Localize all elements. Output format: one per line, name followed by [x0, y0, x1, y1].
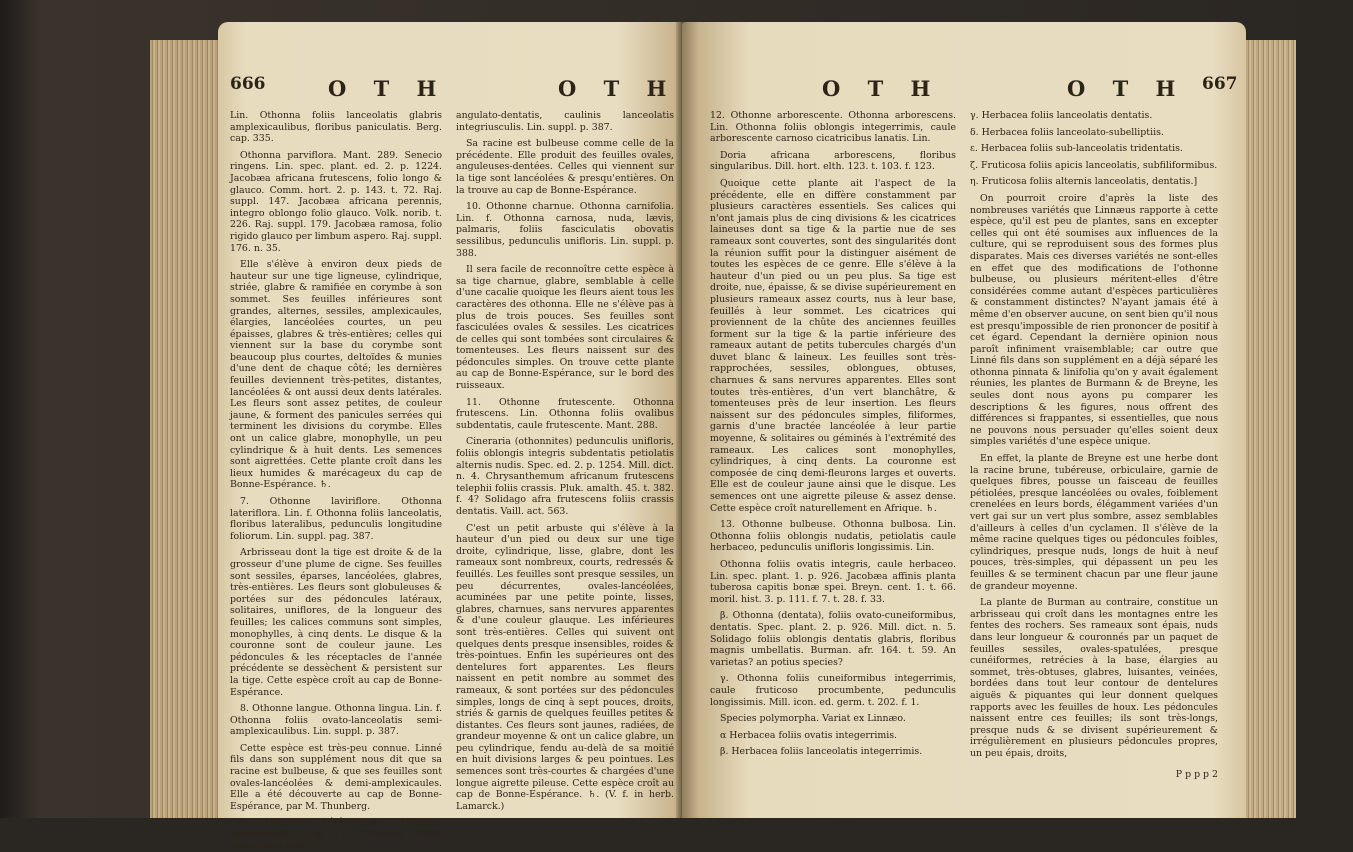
paragraph: 10. Othonne charnue. Othonna carnifolia. Lin. f. Othonna carnosa, nuda, lævis, palmaris, foliis fasciculatis obovatis sessilibus, pedunculis unifloris. Lin. suppl. p. 388.	[456, 201, 674, 259]
paragraph: ε. Herbacea foliis sub-lanceolatis tridentatis.	[970, 143, 1183, 155]
paragraph: Species polymorpha. Variat ex Linnæo.	[720, 713, 906, 725]
paragraph: Doria africana arborescens, floribus singularibus. Dill. hort. elth. 123. t. 103. f. 123.	[710, 149, 956, 173]
paragraph: C'est un petit arbuste qui s'élève à la hauteur d'un pied ou deux sur une tige droite, cylindrique, lisse, glabre, dont les rameaux sont nombreux, courts, redressés & feuillés. Les feuilles sont presque sessiles, un peu décurrentes, ovales-lancéolées, acuminées par une petite pointe, lisses, glabres, charnues, sans nervures apparentes & d'une couleur glauque. Les inférieures sont très-entières. Celles qui suivent ont quelques dents presque insensibles, roides & très-pointues. Enfin les supérieures ont des dentelures fort apparentes. Les fleurs naissent en petit nombre au sommet des rameaux, & sont portées sur des pédoncules simples, longs de cinq à sept pouces, droits, striés & garnis de quelques feuilles petites & distantes. Ces fleurs sont jaunes, radiées, de grandeur moyenne & ont un calice glabre, un peu cylindrique, fendu au-delà de sa moitié en huit divisions larges & peu pointues. Les semences sont très-courtes & chargées d'une longue aigrette pileuse. Cette espèce croît au cap de Bonne-Espérance. ♄. (V. f. in herb. Lamarck.)	[456, 522, 674, 812]
right-column-1	[710, 110, 956, 815]
paragraph: 11. Othonne frutescente. Othonna frutescens. Lin. Othonna foliis ovalibus subdentatis, caule frutescente. Mant. 288.	[456, 396, 674, 431]
paragraph: Othonna parviflora. Mant. 289. Senecio ringens. Lin. spec. plant. ed. 2. p. 1224. Jacobæa africana frutescens, folio longo & glauco. Comm. hort. 2. p. 143. t. 72. Raj. suppl. 147. Jacobæa africana perennis, integro oblongo folio glauco. Volk. norib. t. 226. Raj. suppl. 179. Jacobæa ramosa, folio rigido glauco per limbum aspero. Raj. suppl. 176. n. 35.	[230, 149, 442, 254]
paragraph: α Herbacea foliis ovatis integerrimis.	[720, 729, 898, 741]
paragraph: δ. Herbacea foliis lanceolato-subelliptiis.	[970, 126, 1164, 138]
right-col2-header: O T H	[1067, 76, 1186, 101]
paragraph: Lin. Othonna foliis lanceolatis glabris amplexicaulibus, floribus paniculatis. Berg. cap. 335.	[230, 110, 442, 145]
left-page-number: 666	[230, 74, 266, 94]
paragraph: Il sera facile de reconnoître cette espèce à sa tige charnue, glabre, semblable à celle d'une cacalie quoique les fleurs aient tous les caractères des othonna. Elle ne s'élève pas à plus de trois pouces. Ses feuilles sont fasciculées ovales & sessiles. Les cicatrices de celles qui sont tombées sont circulaires & tomenteuses. Les fleurs naissent sur des pédoncules simples. On trouve cette plante au cap de Bonne-Espérance, sur le bord des ruisseaux.	[456, 264, 674, 392]
right-column-2	[970, 110, 1218, 815]
paragraph: En effet, la plante de Breyne est une herbe dont la racine brune, tubéreuse, orbiculaire, garnie de quelques fibres, pousse un faisceau de feuilles pétiolées, presque lancéolées ou ovales, foiblement crenelées en leurs bords, élégamment variées d'un vert gai sur un vert plus sombre, assez semblables d'ailleurs à celles d'un cyclamen. Il s'élève de la même racine quelques tiges ou pédoncules foibles, cylindriques, presque nuds, longs de huit à neuf pouces, très-simples, qui dépassent un peu les feuilles & se terminent chacun par une fleur jaune de grandeur moyenne.	[970, 453, 1218, 592]
signature-mark: P p p p 2	[1175, 769, 1218, 781]
paragraph: Sa racine est bulbeuse comme celle de la précédente. Elle produit des feuilles ovales, anguleuses-dentées. Celles qui viennent sur la tige sont lancéolées & presqu'entières. On la trouve au cap de Bonne-Espérance.	[456, 138, 674, 196]
paragraph: 8. Othonne langue. Othonna lingua. Lin. f. Othonna foliis ovato-lanceolatis semi-amplexicaulibus. Lin. suppl. p. 387.	[230, 703, 442, 738]
right-col1-header: O T H	[822, 76, 941, 101]
paragraph: La plante de Burman au contraire, constitue un arbrisseau qui croît dans les montagnes entre les fentes des rochers. Ses rameaux sont épais, nuds dans leur longueur & couronnés par un paquet de feuilles sessiles, ovales-spatulées, presque cunéiformes, retrécies à la base, élargies au sommet, très-obtuses, glabres, luisantes, veinées, bordées dans tout leur contour de dentelures aiguës & piquantes qui leur donnent quelques rapports avec les feuilles de houx. Les pédoncules naissent entre ces feuilles; ils sont très-longs, presque nuds & se divisent supérieurement & irrégulièrement en plusieurs pédoncules propres, un peu épais, droits,	[970, 597, 1218, 759]
paragraph: ζ. Fruticosa foliis apicis lanceolatis, subfiliformibus.	[970, 159, 1218, 171]
left-col1-header: O T H	[328, 76, 447, 101]
paragraph: Cette espèce est très-peu connue. Linné fils dans son supplément nous dit que sa racine est bulbeuse, & que ses feuilles sont ovales-lancéolées & demi-amplexicaules. Elle a été découverte au cap de Bonne-Espérance, par M. Thunberg.	[230, 742, 442, 812]
paragraph: Elle s'élève à environ deux pieds de hauteur sur une tige ligneuse, cylindrique, striée, glabre & ramifiée en corymbe à son sommet. Ses feuilles inférieures sont grandes, alternes, sessiles, amplexicaules, élargies, lancéolées courtes, un peu épaisses, glabres & très-entières; celles qui viennent sur la base du corymbe sont beaucoup plus courtes, deltoïdes & munies d'une dent de chaque côté; les dernières feuilles deviennent très-petites, distantes, lancéolées & ont aussi deux dents latérales. Les fleurs sont assez petites, de couleur jaune, & forment des panicules serrées qui terminent les divisions du corymbe. Elles ont un calice glabre, monophylle, un peu cylindrique & à huit dents. Les semences sont aigrettées. Cette plante croît dans les lieux humides & marécageux du cap de Bonne-Espérance. ♄.	[230, 259, 442, 491]
right-page-number: 667	[1202, 74, 1238, 94]
left-column-1	[230, 110, 442, 852]
paragraph: angulato-dentatis, caulinis lanceolatis integriusculis. Lin. suppl. p. 387.	[456, 110, 674, 133]
paragraph: 7. Othonne laviriflore. Othonna lateriflora. Lin. f. Othonna foliis lanceolatis, floribus lateralibus, pedunculis longitudine foliorum. Lin. suppl. pag. 387.	[230, 496, 442, 542]
left-page	[218, 22, 688, 852]
paragraph: β. Herbacea foliis lanceolatis integerrimis.	[720, 746, 923, 758]
paragraph: 9. Othonne hétérophylle. Othonna heterophylla. Lin. f. Othonna foliis radicalibus ovatis	[230, 817, 442, 852]
paragraph: 13. Othonne bulbeuse. Othonna bulbosa. Lin. Othonna foliis oblongis nudatis, petiolatis caule herbaceo, pedunculis unifloris longissimis. Lin.	[710, 519, 956, 554]
paragraph: Cineraria (othonnites) pedunculis unifloris, foliis oblongis integris subdentatis petiolatis alternis nudis. Spec. ed. 2. p. 1254. Mill. dict. n. 4. Chrysanthemum africanum frutescens telephii foliis crassis. Pluk. amalth. 45. t. 382. f. 4? Solidago afra frutescens foliis crassis dentatis. Vaill. act. 563.	[456, 436, 674, 517]
paragraph: γ. Herbacea foliis lanceolatis dentatis.	[970, 110, 1153, 121]
paragraph: β. Othonna (dentata), foliis ovato-cuneiformibus, dentatis. Spec. plant. 2. p. 926. Mill. dict. n. 5. Solidago foliis oblongis dentatis glabris, floribus magnis umbellatis. Burman. afr. 164. t. 59. An varietas? an potius species?	[710, 610, 956, 668]
paragraph: On pourroit croire d'après la liste des nombreuses variétés que Linnæus rapporte à cette espèce, qu'il est peu de plantes, sans en excepter celles qui ont été soumises aux influences de la culture, qui se reproduisent sous des formes plus disparates. Mais ces diverses variétés ne sont-elles en effet que des modifications de l'othonne bulbeuse, ou plusieurs méritent-elles d'être considérées comme autant d'espèces particulières & constamment distinctes? N'ayant jamais été à même d'en observer aucune, on sent bien qu'il nous est presqu'impossible de rien prononcer de positif à cet égard. Cependant la dernière opinion nous paroît infiniment vraisemblable; car outre que Linné fils dans son supplément en a déjà séparé les othonna pinnata & linifolia qu'on y avait également réunies, les plantes de Burmann & de Breyne, les seules dont nous ayons pu comparer les descriptions & les figures, nous offrent des différences si frappantes, si essentielles, que nous ne pouvons nous persuader qu'elles soient deux simples variétés d'une espèce unique.	[970, 192, 1218, 448]
left-col2-header: O T H	[558, 76, 677, 101]
paragraph: Quoique cette plante ait l'aspect de la précédente, elle en diffère constamment par plusieurs caractères essentiels. Ses calices qui n'ont jamais plus de cinq divisions & les cicatrices laineuses dont sa tige & la partie nue de ses rameaux sont couvertes, sont des singularités dont la réunion suffit pour la distinguer aisément de toutes les espèces de ce genre. Elle s'élève à la hauteur d'un pied ou un peu plus. Sa tige est droite, nue, épaisse, & se divise supérieurement en plusieurs rameaux assez courts, nus à leur base, feuillés à leur sommet. Les cicatrices qui proviennent de la chûte des anciennes feuilles forment sur la tige & la partie inférieure des rameaux autant de petits tubercules chargés d'un duvet blanc & laineux. Les feuilles sont très-rapprochées, sessiles, oblongues, obtuses, charnues & sans nervures apparentes. Elles sont toutes très-entières, d'un vert blanchâtre, & tomenteuses près de leur insertion. Les fleurs naissent sur des pédoncules simples, filiformes, garnis d'une bractée lancéolée à leur partie moyenne, & solitaires ou géminés à l'extrémité des rameaux. Les calices sont monophylles, cylindriques, à cinq dents. La couronne est composée de cinq demi-fleurons larges et ouverts. Elle est de couleur jaune ainsi que le disque. Les semences ont une aigrette pileuse & assez dense. Cette espèce croît naturellement en Afrique. ♄.	[710, 177, 956, 514]
left-column-2	[456, 110, 674, 815]
paragraph: γ. Othonna foliis cuneiformibus integerrimis, caule fruticoso procumbente, pedunculis longissimis. Mill. icon. ed. germ. t. 202. f. 1.	[710, 673, 956, 708]
right-page	[682, 22, 1246, 818]
paragraph: 12. Othonne arborescente. Othonna arborescens. Lin. Othonna foliis oblongis integerrimis, caule arborescente carnoso cicatricibus lanatis. Lin.	[710, 110, 956, 145]
paragraph: Arbrisseau dont la tige est droite & de la grosseur d'une plume de cigne. Ses feuilles sont sessiles, éparses, lancéolées, glabres, très-entières. Les fleurs sont globuleuses & portées sur des pédoncules latéraux, solitaires, uniflores, de la longueur des feuilles; les calices communs sont simples, monophylles, à cinq dents. Le disque & la couronne sont de couleur jaune. Les pédoncules & les réceptacles de l'année précédente se dessèchent & persistent sur la tige. Cette espèce croît au cap de Bonne-Espérance.	[230, 547, 442, 698]
paragraph: η. Fruticosa foliis alternis lanceolatis, dentatis.]	[970, 176, 1198, 188]
paragraph: Othonna foliis ovatis integris, caule herbaceo. Lin. spec. plant. 1. p. 926. Jacobæa affinis planta tuberosa capitis bonæ spei. Breyn. cent. 1. t. 66. moril. hist. 3. p. 111. f. 7. t. 28. f. 33.	[710, 558, 956, 605]
left-page-edges	[150, 40, 225, 818]
